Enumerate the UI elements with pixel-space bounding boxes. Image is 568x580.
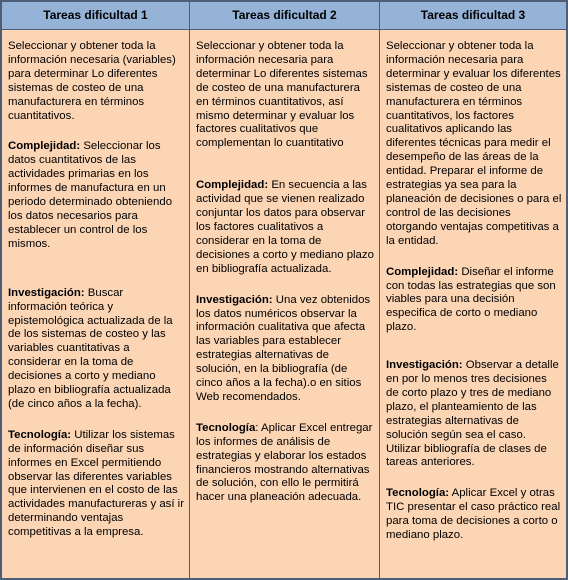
investigacion-text: Buscar información teórica y epistemológica actualizada de la de los sistemas de costeo y las variables cuantitativas a considerar en la toma de decisiones a corto y mediano plazo en bibliografía actualizada (de cinco años a la fecha). <box>8 286 173 410</box>
investigacion-block <box>196 294 375 405</box>
complejidad-block <box>196 179 375 276</box>
investigacion-label: Investigación: <box>8 286 85 299</box>
tecnologia-label: Tecnología <box>196 421 256 434</box>
intro-text: Seleccionar y obtener toda la información necesaria para determinar y evaluar los diferentes sistemas de costeo de una manufacturera en términos cuantitativos, los factores cualitativos aplicando las diferentes técnicas para medir el desempeño de las áreas de la entidad. Preparar el informe de estrategias ya sea para la planeación de decisiones o para el control de las decisiones otorgando ventajas competitivas a la entidad. <box>386 40 562 247</box>
header-difficulty-3: Tareas dificultad 3 <box>380 2 566 30</box>
complejidad-block <box>386 266 562 336</box>
complejidad-label: Complejidad: <box>8 140 81 153</box>
tecnologia-label: Tecnología: <box>8 428 72 441</box>
column-difficulty-2 <box>190 30 380 578</box>
tecnologia-text: Utilizar los sistemas de información diseñar sus informes en Excel permitiendo observar las diferentes variables que intervienen en el costo de las actividades manufactureras y así ir determinando ventajas competitivas a la empresa. <box>8 428 184 539</box>
complejidad-text: Diseñar el informe con todas las estrategias que son viables para una decisión especifica de corto o mediano plazo. <box>386 265 556 334</box>
tecnologia-block <box>8 429 185 540</box>
investigacion-label: Investigación: <box>196 293 273 306</box>
complejidad-block <box>8 140 185 251</box>
investigacion-block <box>8 287 185 412</box>
intro-text: Seleccionar y obtener toda la información necesaria (variables) para determinar Lo diferentes sistemas de costeo de una manufacturera en términos cuantitativos. <box>8 40 176 122</box>
intro-text: Seleccionar y obtener toda la información necesaria para determinar Lo diferentes sistemas de costeo de una manufacturera en términos cuantitativos, así mismo determinar y evaluar los factores cualitativos que complementan lo cuantitativo <box>196 40 368 150</box>
tecnologia-label: Tecnología: <box>386 487 450 500</box>
tecnologia-text: : Aplicar Excel entregar los informes de análisis de estrategias y elaborar los estados financieros mostrando alternativas de solución, con ello le permitirá hacer una planeación adecuada. <box>196 421 373 504</box>
header-difficulty-1: Tareas dificultad 1 <box>2 2 190 30</box>
complejidad-label: Complejidad: <box>196 179 269 192</box>
investigacion-label: Investigación: <box>386 359 463 372</box>
complejidad-label: Complejidad: <box>386 265 459 278</box>
tecnologia-block <box>196 422 375 505</box>
investigacion-text: Una vez obtenidos los datos numéricos observar la información cualitativa que afecta las variables para establecer estrategias alternativas de solución, en la bibliografía (de cinco años a la fecha).o en sitios Web recomendados. <box>196 293 371 403</box>
header-difficulty-2: Tareas dificultad 2 <box>190 2 380 30</box>
complejidad-text: En secuencia a las actividad que se vienen realizado conjuntar los datos para observar los factores cualitativos a considerar en la toma de decisiones a corto y mediano plazo en bibliografía actualizada. <box>196 179 374 275</box>
investigacion-block <box>386 359 562 470</box>
tecnologia-text: Aplicar Excel y otras TIC presentar el caso práctico real para toma de decisiones a corto o mediano plazo. <box>386 487 561 542</box>
tecnologia-block <box>386 487 562 543</box>
column-difficulty-1 <box>2 30 190 578</box>
column-difficulty-3 <box>380 30 566 578</box>
investigacion-text: Observar a detalle en por lo menos tres decisiones de corto plazo y tres de mediano plazo, el planteamiento de las estrategias alternativas de solución según sea el caso. Utilizar bibliografía de clases de tareas anteriores. <box>386 359 559 469</box>
complejidad-text: Seleccionar los datos cuantitativos de las actividades primarias en los informes de manufactura en un periodo determinado obteniendo los datos necesarios para establecer un control de los mismos. <box>8 140 173 250</box>
